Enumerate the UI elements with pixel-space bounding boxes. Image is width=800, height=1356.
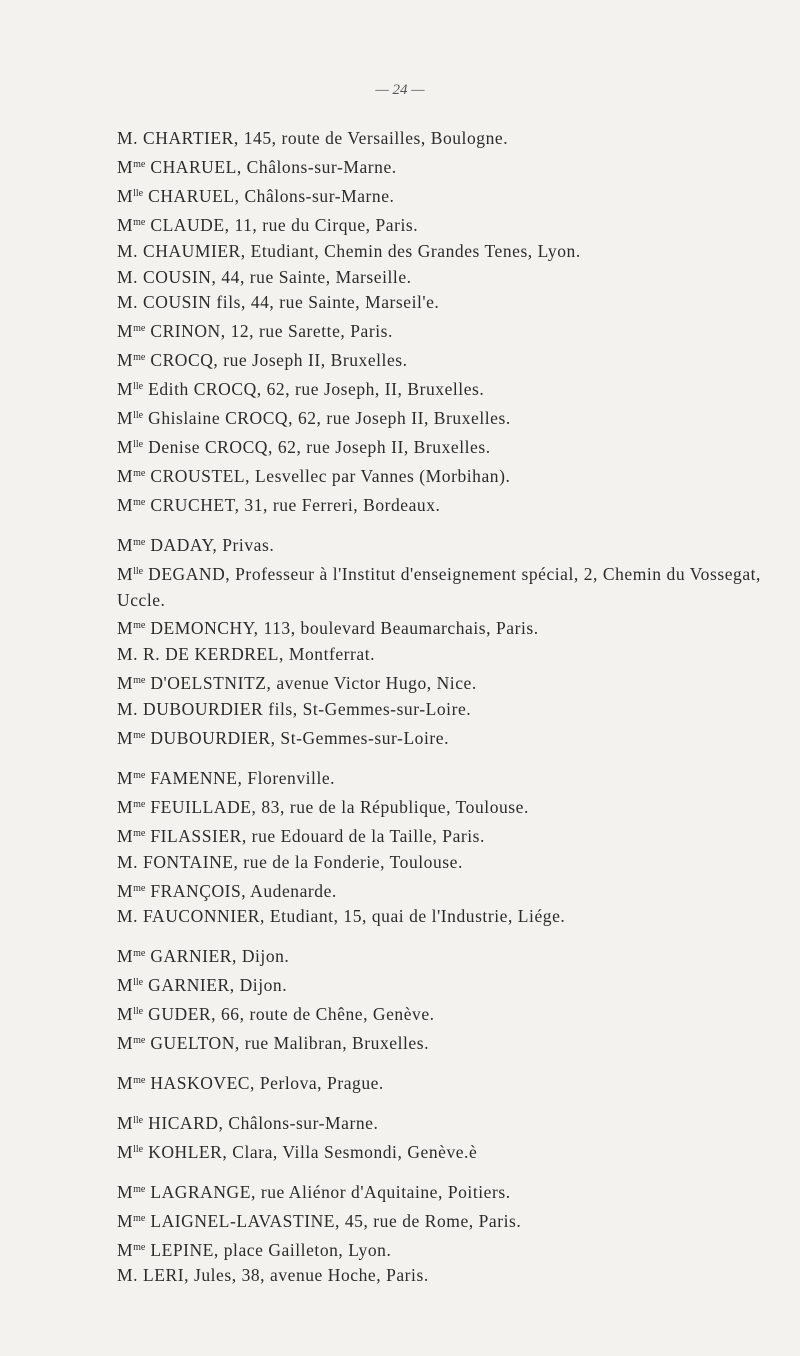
entry-text: COUSIN, 44, rue Sainte, Marseille. — [143, 266, 412, 287]
entry-text: FAMENNE, Florenville. — [150, 767, 336, 788]
honorific-title: M — [117, 436, 134, 457]
honorific-superscript: me — [133, 352, 146, 364]
honorific — [117, 697, 143, 723]
list-item — [117, 850, 787, 876]
entry-text: GUELTON, rue Malibran, Bruxelles. — [150, 1033, 430, 1054]
honorific — [117, 1206, 150, 1235]
honorific — [117, 403, 148, 432]
entry-text: CROUSTEL, Lesvellec par Vannes (Morbihan). — [150, 465, 511, 486]
list-item — [117, 316, 787, 345]
entry-text: CROCQ, rue Joseph II, Bruxelles. — [150, 350, 408, 371]
entry-group — [117, 1068, 787, 1097]
honorific — [117, 265, 143, 291]
list-item — [117, 1068, 787, 1097]
list-item — [117, 345, 787, 374]
honorific-title: M — [117, 408, 134, 429]
honorific — [117, 345, 150, 374]
entry-text: HICARD, Châlons-sur-Marne. — [148, 1112, 379, 1133]
member-list — [117, 126, 787, 1300]
honorific-title: M — [117, 1239, 134, 1260]
entry-text: Denise CROCQ, 62, rue Joseph II, Bruxelles. — [148, 436, 491, 457]
honorific-superscript: lle — [133, 410, 144, 422]
honorific — [117, 559, 148, 588]
list-item — [117, 1206, 787, 1235]
entry-text: R. DE KERDREL, Montferrat. — [143, 644, 376, 665]
list-item — [117, 904, 787, 930]
list-item — [117, 970, 787, 999]
list-item — [117, 290, 787, 316]
honorific-title: M — [117, 379, 134, 400]
honorific — [117, 999, 148, 1028]
honorific — [117, 850, 143, 876]
list-item — [117, 1235, 787, 1264]
entry-text: CHARTIER, 145, route de Versailles, Boulogne. — [143, 128, 509, 148]
entry-text: FILASSIER, rue Edouard de la Taille, Paris. — [150, 825, 485, 846]
entry-text: CRUCHET, 31, rue Ferreri, Bordeaux. — [150, 494, 441, 515]
honorific — [117, 876, 150, 905]
honorific-title: M — [117, 156, 134, 177]
honorific — [117, 723, 150, 752]
honorific — [117, 316, 150, 345]
entry-text: CHARUEL, Châlons-sur-Marne. — [150, 156, 397, 177]
honorific-title: M. — [117, 240, 139, 261]
list-item — [117, 821, 787, 850]
list-item — [117, 126, 787, 152]
list-item — [117, 530, 787, 559]
entry-text: DUBOURDIER, St-Gemmes-sur-Loire. — [150, 728, 450, 749]
entry-text: CRINON, 12, rue Sarette, Paris. — [150, 321, 393, 342]
honorific — [117, 239, 143, 265]
honorific — [117, 152, 150, 181]
entry-group — [117, 941, 787, 1057]
honorific-superscript: me — [133, 1212, 146, 1224]
entry-group — [117, 1108, 787, 1166]
honorific-title: M — [117, 185, 134, 206]
honorific-superscript: lle — [133, 1143, 144, 1155]
honorific-title: M. — [117, 128, 139, 148]
honorific-title: M — [117, 880, 134, 901]
entry-text: D'OELSTNITZ, avenue Victor Hugo, Nice. — [150, 673, 477, 694]
entry-group — [117, 530, 787, 752]
honorific — [117, 642, 143, 668]
list-item — [117, 697, 787, 723]
honorific-superscript: lle — [133, 565, 144, 577]
honorific — [117, 461, 150, 490]
honorific-title: M — [117, 728, 134, 749]
honorific-title: M — [117, 465, 134, 486]
honorific-title: M — [117, 673, 134, 694]
honorific — [117, 530, 150, 559]
honorific — [117, 1235, 150, 1264]
honorific — [117, 374, 148, 403]
entry-text: KOHLER, Clara, Villa Sesmondi, Genève.è — [148, 1141, 478, 1162]
entry-text: DEMONCHY, 113, boulevard Beaumarchais, Paris. — [150, 618, 539, 639]
honorific-superscript: me — [133, 948, 146, 960]
honorific-superscript: lle — [133, 977, 144, 989]
list-item — [117, 403, 787, 432]
honorific-title: M — [117, 1210, 134, 1231]
honorific-title: M — [117, 767, 134, 788]
list-item — [117, 461, 787, 490]
honorific — [117, 210, 150, 239]
honorific — [117, 1028, 150, 1057]
honorific — [117, 290, 143, 316]
honorific-title: M. — [117, 699, 139, 720]
list-item — [117, 152, 787, 181]
list-item — [117, 181, 787, 210]
honorific — [117, 821, 150, 850]
list-item — [117, 1177, 787, 1206]
honorific-title: M — [117, 563, 134, 584]
list-item — [117, 723, 787, 752]
honorific-title: M. — [117, 906, 139, 927]
honorific-title: M — [117, 825, 134, 846]
entry-text: CLAUDE, 11, rue du Cirque, Paris. — [150, 214, 419, 235]
list-item — [117, 1028, 787, 1057]
honorific-title: M — [117, 494, 134, 515]
honorific — [117, 970, 148, 999]
entry-text: FAUCONNIER, Etudiant, 15, quai de l'Industrie, Liége. — [143, 906, 566, 927]
entry-text: FRANÇOIS, Audenarde. — [150, 880, 337, 901]
list-item — [117, 210, 787, 239]
honorific-title: M — [117, 1004, 134, 1025]
honorific — [117, 941, 150, 970]
honorific-superscript: me — [133, 323, 146, 335]
honorific-superscript: lle — [133, 381, 144, 393]
honorific-title: M — [117, 618, 134, 639]
honorific — [117, 763, 150, 792]
honorific-title: M — [117, 534, 134, 555]
honorific-superscript: me — [133, 496, 146, 508]
honorific-superscript: lle — [133, 1114, 144, 1126]
honorific-title: M — [117, 1141, 134, 1162]
honorific — [117, 1108, 148, 1137]
entry-text: GUDER, 66, route de Chêne, Genève. — [148, 1004, 435, 1025]
list-item — [117, 999, 787, 1028]
entry-group — [117, 126, 787, 519]
honorific — [117, 792, 150, 821]
honorific-superscript: me — [133, 158, 146, 170]
honorific-superscript: me — [133, 216, 146, 228]
honorific — [117, 1263, 143, 1289]
list-item — [117, 613, 787, 642]
honorific-superscript: me — [133, 798, 146, 810]
entry-text: FONTAINE, rue de la Fonderie, Toulouse. — [143, 851, 463, 872]
honorific — [117, 1177, 150, 1206]
honorific — [117, 668, 150, 697]
list-item — [117, 642, 787, 668]
entry-text: LERI, Jules, 38, avenue Hoche, Paris. — [143, 1265, 429, 1286]
list-item — [117, 1108, 787, 1137]
entry-text: CHAUMIER, Etudiant, Chemin des Grandes Tenes, Lyon. — [143, 240, 581, 261]
list-item — [117, 374, 787, 403]
honorific-title: M — [117, 1033, 134, 1054]
entry-text: DEGAND, Professeur à l'Institut d'enseignement spécial, 2, Chemin du Vossegat, Uccle. — [117, 563, 761, 610]
honorific-superscript: lle — [133, 187, 144, 199]
honorific-superscript: lle — [133, 438, 144, 450]
list-item — [117, 432, 787, 461]
entry-group — [117, 1177, 787, 1290]
entry-text: GARNIER, Dijon. — [148, 975, 288, 996]
honorific-superscript: lle — [133, 1006, 144, 1018]
honorific — [117, 1137, 148, 1166]
honorific-title: M — [117, 1073, 134, 1093]
list-item — [117, 490, 787, 519]
honorific-title: M — [117, 1112, 134, 1133]
entry-text: HASKOVEC, Perlova, Prague. — [150, 1073, 384, 1093]
entry-text: FEUILLADE, 83, rue de la République, Toulouse. — [150, 796, 529, 817]
honorific-superscript: me — [133, 827, 146, 839]
honorific — [117, 181, 148, 210]
honorific — [117, 432, 148, 461]
list-item — [117, 668, 787, 697]
honorific-title: M. — [117, 851, 139, 872]
entry-text: LAIGNEL-LAVASTINE, 45, rue de Rome, Paris. — [150, 1210, 522, 1231]
list-item — [117, 941, 787, 970]
honorific-title: M. — [117, 1265, 139, 1286]
honorific-title: M. — [117, 266, 139, 287]
honorific-title: M — [117, 350, 134, 371]
entry-text: Edith CROCQ, 62, rue Joseph, II, Bruxelles. — [148, 379, 485, 400]
entry-text: Ghislaine CROCQ, 62, rue Joseph II, Bruxelles. — [148, 408, 511, 429]
honorific-superscript: me — [133, 1075, 146, 1086]
entry-text: COUSIN fils, 44, rue Sainte, Marseil'e. — [143, 292, 440, 313]
honorific — [117, 904, 143, 930]
honorific — [117, 1068, 150, 1097]
list-item — [117, 1137, 787, 1166]
honorific-title: M — [117, 975, 134, 996]
list-item — [117, 239, 787, 265]
honorific-title: M — [117, 796, 134, 817]
honorific — [117, 613, 150, 642]
honorific-superscript: me — [133, 882, 146, 894]
honorific-superscript: me — [133, 620, 146, 632]
honorific-title: M — [117, 214, 134, 235]
honorific-title: M. — [117, 644, 139, 665]
honorific-superscript: me — [133, 1035, 146, 1047]
list-item — [117, 876, 787, 905]
honorific-title: M — [117, 321, 134, 342]
entry-text: DADAY, Privas. — [150, 534, 275, 555]
entry-text: CHARUEL, Châlons-sur-Marne. — [148, 185, 395, 206]
entry-text: GARNIER, Dijon. — [150, 946, 290, 967]
honorific — [117, 126, 143, 152]
entry-group — [117, 763, 787, 930]
entry-text: LAGRANGE, rue Aliénor d'Aquitaine, Poitiers. — [150, 1181, 511, 1202]
entry-text: LEPINE, place Gailleton, Lyon. — [150, 1239, 392, 1260]
honorific-superscript: me — [133, 536, 146, 548]
honorific-title: M — [117, 946, 134, 967]
entry-text: DUBOURDIER fils, St-Gemmes-sur-Loire. — [143, 699, 472, 720]
list-item — [117, 763, 787, 792]
page-number: — 24 — — [0, 82, 800, 99]
honorific-superscript: me — [133, 730, 146, 742]
honorific-superscript: me — [133, 1183, 146, 1195]
honorific-superscript: me — [133, 467, 146, 479]
list-item — [117, 559, 787, 614]
honorific — [117, 490, 150, 519]
list-item — [117, 1263, 787, 1289]
honorific-superscript: me — [133, 1241, 146, 1253]
honorific-superscript: me — [133, 675, 146, 687]
honorific-title: M — [117, 1181, 134, 1202]
honorific-superscript: me — [133, 769, 146, 781]
list-item — [117, 792, 787, 821]
list-item — [117, 265, 787, 291]
honorific-title: M. — [117, 292, 139, 313]
